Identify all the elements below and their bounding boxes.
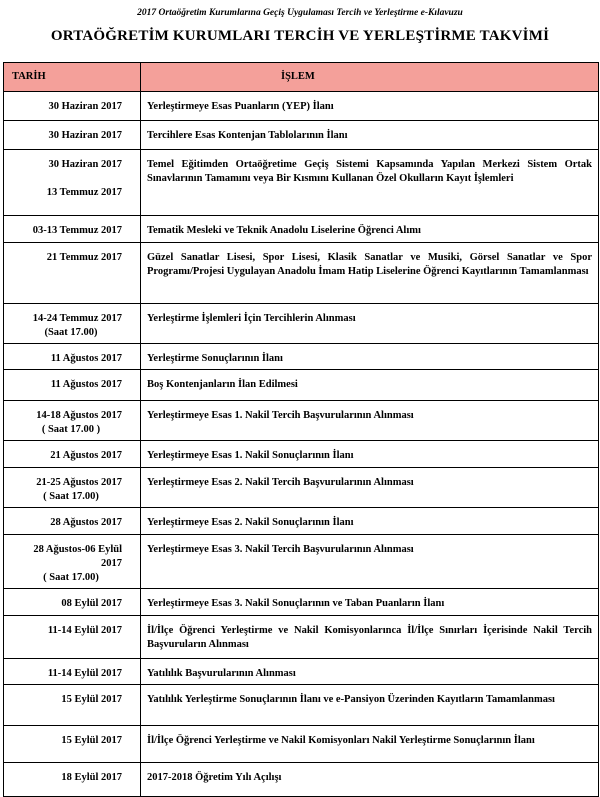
task-cell: İl/İlçe Öğrenci Yerleştirme ve Nakil Komisyonları Nakil Yerleştirme Sonuçlarının İlanı	[141, 726, 599, 763]
task-cell: Boş Kontenjanların İlan Edilmesi	[141, 370, 599, 401]
date-text: 11 Ağustos 2017	[50, 379, 122, 390]
document-subtitle: 2017 Ortaöğretim Kurumlarına Geçiş Uygulaması Tercih ve Yerleştirme e-Kılavuzu	[137, 8, 463, 18]
task-cell: Yerleştirmeye Esas 1. Nakil Sonuçlarının İlanı	[141, 441, 599, 468]
date-text: 30 Haziran 2017	[48, 159, 122, 170]
schedule-table	[3, 62, 599, 797]
task-cell: Yerleştirmeye Esas 2. Nakil Sonuçlarının İlanı	[141, 508, 599, 535]
date-text: 14-18 Ağustos 2017	[36, 410, 122, 421]
date-cell	[4, 685, 141, 726]
date-text: 15 Eylül 2017	[61, 735, 122, 746]
task-cell: Yatılılık Başvurularının Alınması	[141, 659, 599, 685]
date-text: 30 Haziran 2017	[48, 130, 122, 141]
date-text: 28 Ağustos-06 Eylül 2017	[33, 544, 122, 569]
date-cell	[4, 150, 141, 216]
date-secondary-text: (Saat 17.00)	[44, 327, 98, 338]
task-cell: Yerleştirmeye Esas 3. Nakil Sonuçlarının ve Taban Puanların İlanı	[141, 589, 599, 616]
date-cell	[4, 441, 141, 468]
table-row	[4, 401, 599, 441]
date-secondary-text: ( Saat 17.00)	[43, 572, 99, 583]
date-secondary-text: ( Saat 17.00 )	[41, 424, 101, 435]
task-cell: Yerleştirme Sonuçlarının İlanı	[141, 344, 599, 370]
date-cell	[4, 121, 141, 150]
task-cell: Yerleştirme İşlemleri İçin Tercihlerin Alınması	[141, 304, 599, 344]
table-row	[4, 92, 599, 121]
table-row	[4, 121, 599, 150]
task-cell: Yerleştirmeye Esas Puanların (YEP) İlanı	[141, 92, 599, 121]
table-row	[4, 763, 599, 797]
date-secondary-text: 13 Temmuz 2017	[46, 187, 122, 198]
date-cell	[4, 401, 141, 441]
table-header-row	[4, 63, 599, 92]
task-cell: Güzel Sanatlar Lisesi, Spor Lisesi, Klasik Sanatlar ve Musiki, Görsel Sanatlar ve Spor Programı/Projesi Uygulayan Anadolu İmam Hatip Liselerine Öğrenci Kayıtlarının Tamamlanması	[141, 243, 599, 304]
document-title: ORTAÖĞRETİM KURUMLARI TERCİH VE YERLEŞTİRME TAKVİMİ	[50, 28, 550, 44]
table-row	[4, 508, 599, 535]
date-cell	[4, 370, 141, 401]
table-row	[4, 216, 599, 243]
task-cell: Yerleştirmeye Esas 2. Nakil Tercih Başvurularının Alınması	[141, 468, 599, 508]
date-text: 14-24 Temmuz 2017	[32, 313, 122, 324]
task-cell: Temel Eğitimden Ortaöğretime Geçiş Sistemi Kapsamında Yapılan Merkezi Sistem Ortak Sınavlarının Tamamını veya Bir Kısmını Kullanan Özel Okulların Kayıt İşlemleri	[141, 150, 599, 216]
date-cell	[4, 726, 141, 763]
date-cell	[4, 616, 141, 659]
date-cell	[4, 508, 141, 535]
task-cell: Yatılılık Yerleştirme Sonuçlarının İlanı ve e-Pansiyon Üzerinden Kayıtların Tamamlanması	[141, 685, 599, 726]
task-cell: 2017-2018 Öğretim Yılı Açılışı	[141, 763, 599, 797]
column-header-tarih: TARİH	[4, 63, 141, 92]
date-text: 15 Eylül 2017	[61, 694, 122, 705]
date-cell	[4, 535, 141, 589]
table-row	[4, 685, 599, 726]
date-cell	[4, 763, 141, 797]
table-row	[4, 468, 599, 508]
table-row	[4, 344, 599, 370]
date-cell	[4, 216, 141, 243]
table-row	[4, 243, 599, 304]
table-row	[4, 535, 599, 589]
date-text: 11-14 Eylül 2017	[47, 668, 122, 679]
date-cell	[4, 468, 141, 508]
column-header-islem: İŞLEM	[141, 63, 599, 92]
date-text: 30 Haziran 2017	[48, 101, 122, 112]
date-secondary-text: ( Saat 17.00)	[43, 491, 99, 502]
date-text: 08 Eylül 2017	[61, 598, 122, 609]
date-text: 21-25 Ağustos 2017	[36, 477, 122, 488]
table-row	[4, 589, 599, 616]
date-text: 18 Eylül 2017	[61, 772, 122, 783]
task-cell: Tematik Mesleki ve Teknik Anadolu Liselerine Öğrenci Alımı	[141, 216, 599, 243]
date-cell	[4, 589, 141, 616]
date-cell	[4, 344, 141, 370]
date-text: 21 Temmuz 2017	[46, 252, 122, 263]
table-row	[4, 441, 599, 468]
date-cell	[4, 243, 141, 304]
date-text: 28 Ağustos 2017	[50, 517, 122, 528]
date-text: 11-14 Eylül 2017	[47, 625, 122, 636]
table-row	[4, 370, 599, 401]
table-row	[4, 659, 599, 685]
table-row	[4, 150, 599, 216]
table-row	[4, 304, 599, 344]
task-cell: Yerleştirmeye Esas 1. Nakil Tercih Başvurularının Alınması	[141, 401, 599, 441]
task-cell: Tercihlere Esas Kontenjan Tablolarının İlanı	[141, 121, 599, 150]
date-text: 21 Ağustos 2017	[50, 450, 122, 461]
date-cell	[4, 304, 141, 344]
task-cell: Yerleştirmeye Esas 3. Nakil Tercih Başvurularının Alınması	[141, 535, 599, 589]
date-cell	[4, 92, 141, 121]
task-cell: İl/İlçe Öğrenci Yerleştirme ve Nakil Komisyonlarınca İl/İlçe Sınırları İçerisinde Nakil Tercih Başvuruların Alınması	[141, 616, 599, 659]
date-text: 11 Ağustos 2017	[50, 353, 122, 364]
table-row	[4, 616, 599, 659]
date-cell	[4, 659, 141, 685]
date-text: 03-13 Temmuz 2017	[32, 225, 122, 236]
table-row	[4, 726, 599, 763]
